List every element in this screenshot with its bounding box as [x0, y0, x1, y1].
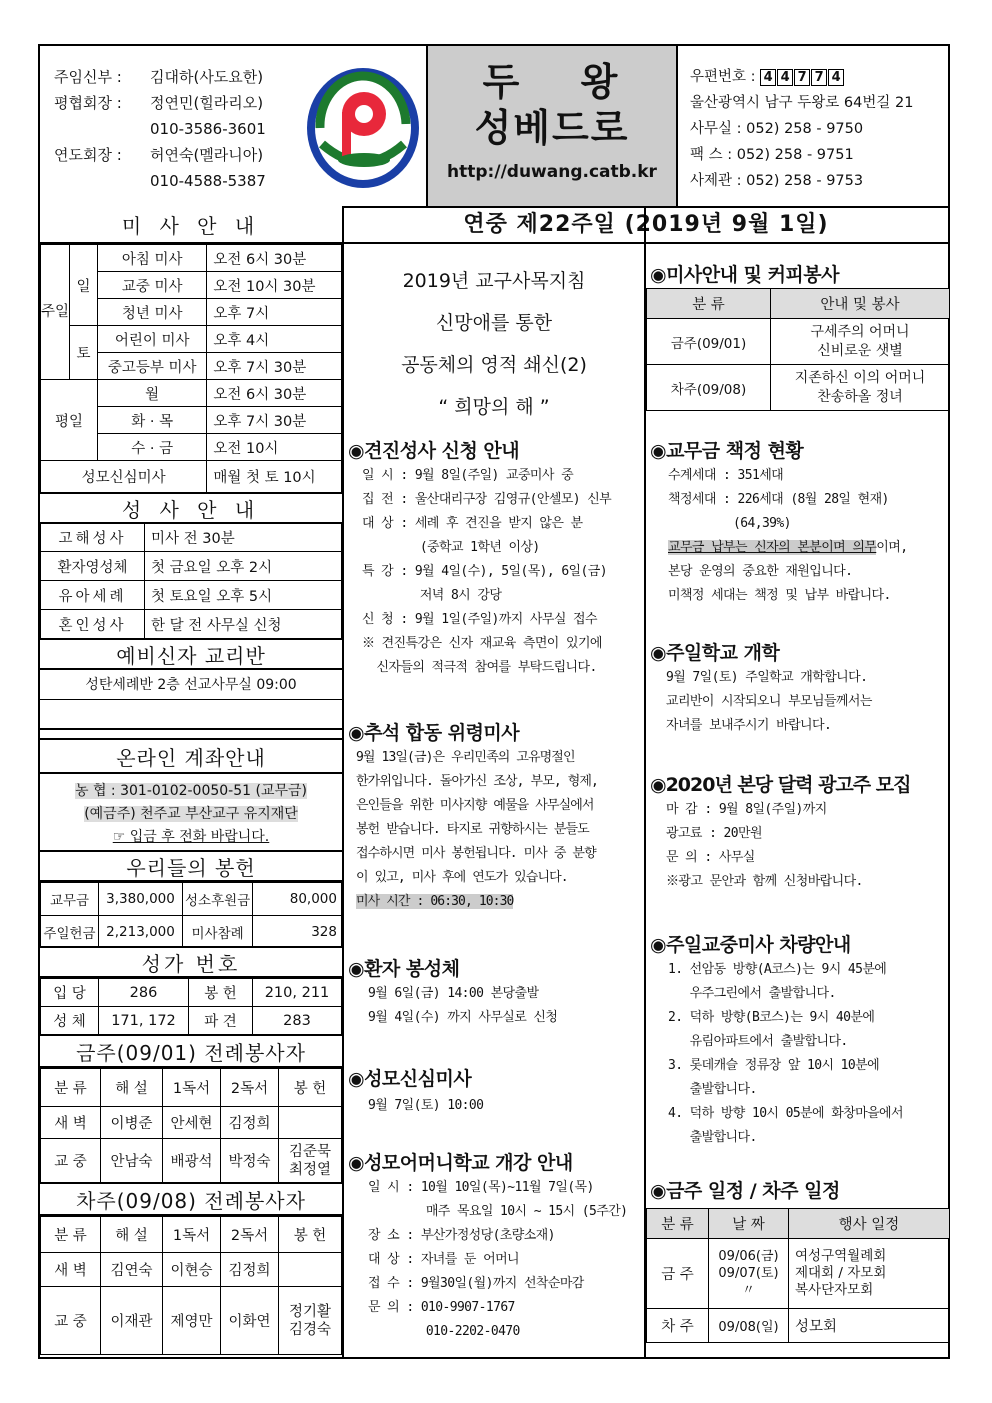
- hymn-key: 파 견: [189, 1007, 253, 1035]
- address: 울산광역시 남구 두왕로 64번길 21: [690, 95, 914, 111]
- marian-body: [368, 1094, 483, 1118]
- body-line: 책정세대 : 226세대 (8월 28일 현재): [668, 492, 889, 507]
- mass-name: 청년 미사: [98, 299, 207, 326]
- schedule-date: 09/08(일): [709, 1309, 789, 1343]
- hymns-title: 성가 번호: [40, 946, 342, 978]
- body-line: 특 강 : 9월 4일(수), 5일(목), 6일(금): [362, 564, 607, 579]
- coffee-table: [646, 288, 950, 411]
- servers-cell: [279, 1139, 342, 1183]
- sacrament-time: 첫 토요일 오후 5시: [145, 581, 342, 610]
- fax-number: 팩 스 : 052) 258 - 9751: [690, 147, 854, 163]
- servers-head: 1독서: [163, 1069, 221, 1107]
- offering-key: 주일헌금: [41, 916, 99, 949]
- servers-cell: 김정희: [221, 1107, 279, 1139]
- servers-name: 최정열: [288, 1161, 332, 1178]
- weekday-label: 평일: [41, 380, 98, 461]
- pastoral-line1: 2019년 교구사목지침: [402, 270, 586, 292]
- body-line: 문 의 : 010-9907-1767: [368, 1300, 515, 1315]
- body-line: ※광고 문안과 함께 신청바랍니다.: [666, 874, 863, 889]
- body-line: 자녀를 보내주시기 바랍니다.: [666, 718, 832, 733]
- pastoral-guideline: [344, 260, 644, 428]
- mass-name: 교중 미사: [98, 272, 207, 299]
- account-box: [40, 774, 342, 852]
- offering-table: [40, 882, 342, 949]
- body-line: 장 소 : 부산가정성당(초량소재): [368, 1228, 555, 1243]
- coffee-group: 찬송하올 정녀: [817, 388, 903, 405]
- body-line: 집 전 : 울산대리구장 김영규(안셀모) 신부: [362, 492, 612, 507]
- coffee-title: ◉미사안내 및 커피봉사: [650, 264, 839, 286]
- servers-cell: [279, 1107, 342, 1139]
- mass-title: 미 사 안 내: [40, 206, 342, 244]
- schedule-head: 행사 일정: [789, 1209, 950, 1239]
- mother-school-title: ◉성모어머니학교 개강 안내: [348, 1152, 573, 1174]
- servers-cell: 안남숙: [101, 1139, 163, 1183]
- hymn-value: 210, 211: [253, 979, 342, 1007]
- coffee-week: 금주(09/01): [647, 319, 771, 365]
- assoc-phone: 010-4588-5387: [150, 172, 266, 190]
- mass-time: 오후 4시: [207, 326, 342, 353]
- body-line: ※ 견진특강은 신자 재교육 측면이 있기에: [362, 636, 602, 651]
- sunday-day-label: 일: [70, 245, 98, 326]
- offering-title: 우리들의 봉헌: [40, 850, 342, 882]
- contact-info: [690, 64, 913, 194]
- servers-head: 분 류: [41, 1069, 101, 1107]
- servers-head: 봉 헌: [279, 1069, 342, 1107]
- offering-value: 328: [253, 916, 342, 949]
- body-line: 출발합니다.: [668, 1082, 757, 1097]
- body-line: 은인들을 위한 미사지향 예물을 사무실에서: [356, 798, 594, 813]
- servers-head: 해 설: [101, 1217, 163, 1253]
- schedule-head: 분 류: [647, 1209, 709, 1239]
- hymn-key: 성 체: [41, 1007, 99, 1035]
- body-line: 일 시 : 10월 10일(목)~11월 7일(목): [368, 1180, 594, 1195]
- servers-cell: [279, 1253, 342, 1287]
- servers-cell: 박정숙: [221, 1139, 279, 1183]
- zip-code: [760, 69, 845, 85]
- coffee-week: 차주(09/08): [647, 365, 771, 411]
- coffee-group: 구세주의 어머니: [810, 323, 910, 340]
- mass-time: 오전 10시 30분: [207, 272, 342, 299]
- body-line: 본당 운영의 중요한 재원입니다.: [668, 564, 853, 579]
- offering-value: 80,000: [253, 883, 342, 916]
- heart-mass-time: 매월 첫 토 10시: [207, 461, 342, 493]
- saturday-label: 토: [70, 326, 98, 380]
- servers-next-title: 차주(09/08) 전례봉사자: [40, 1182, 342, 1216]
- body-line: 010-2202-0470: [368, 1324, 520, 1339]
- coffee-cell: [771, 319, 950, 365]
- body-line: (64,39%): [668, 516, 791, 531]
- parish-title-line1: 두 왕: [482, 59, 622, 104]
- left-column: [40, 208, 344, 1359]
- empty-row: [40, 700, 342, 730]
- mass-name: 아침 미사: [98, 245, 207, 272]
- patient-body: [368, 982, 557, 1030]
- zip-digit: 4: [777, 69, 793, 86]
- pastoral-line3: 공동체의 영적 쇄신(2): [401, 354, 587, 376]
- sunday-school-body: [666, 666, 872, 738]
- staff-info: [54, 64, 266, 194]
- title-box: [426, 46, 678, 206]
- pastoral-line4: “ 희망의 해 ”: [438, 396, 550, 418]
- hymn-value: 286: [99, 979, 189, 1007]
- servers-cell: 이재관: [101, 1287, 163, 1355]
- servers-cell: 배광석: [163, 1139, 221, 1183]
- sacrament-title: 성 사 안 내: [40, 492, 342, 524]
- schedule-title: ◉금주 일정 / 차주 일정: [650, 1180, 840, 1202]
- calendar-ad-body: [666, 798, 863, 894]
- body-line: 교리반이 시작되오니 부모님들께서는: [666, 694, 872, 709]
- sacrament-table: [40, 522, 342, 639]
- coffee-head: 안내 및 봉사: [771, 289, 950, 319]
- body-line: 미책정 세대는 책정 및 납부 바랍니다.: [668, 588, 891, 603]
- catechumen-title: 예비신자 교리반: [40, 638, 342, 670]
- account-line1: 농 협 : 301-0102-0050-51 (교무금): [74, 783, 307, 799]
- mass-name: 화 · 목: [98, 407, 207, 434]
- body-line: 1. 선암동 방향(A코스)는 9시 45분에: [668, 962, 887, 977]
- servers-next-table: [40, 1216, 342, 1355]
- servers-cell: 제영만: [163, 1287, 221, 1355]
- bus-body: [668, 958, 903, 1150]
- council-phone: 010-3586-3601: [150, 120, 266, 138]
- council-label: 평협회장 :: [54, 94, 122, 112]
- heart-mass-name: 성모신심미사: [41, 461, 207, 493]
- header: [40, 46, 948, 208]
- sacrament-name: 환자영성체: [41, 552, 145, 581]
- mass-table: [40, 244, 342, 493]
- mass-name: 수 · 금: [98, 434, 207, 461]
- schedule-date: 〃: [741, 1283, 755, 1298]
- servers-cell: 김연숙: [101, 1253, 163, 1287]
- account-line2: (예금주) 천주교 부산교구 유지재단: [84, 806, 298, 822]
- body-line: 접수하시면 미사 봉헌됩니다. 미사 중 분향: [356, 846, 596, 861]
- servers-cell: 새 벽: [41, 1107, 101, 1139]
- body-line: 대 상 : 자녀를 둔 어머니: [368, 1252, 519, 1267]
- pastor-label: 주임신부 :: [54, 68, 122, 86]
- rectory-phone: 사제관 : 052) 258 - 9753: [690, 173, 864, 189]
- sacrament-time: 미사 전 30분: [145, 523, 342, 552]
- body-line: 우주그린에서 출발합니다.: [668, 986, 836, 1001]
- body-line: 9월 7일(토) 주일학교 개학합니다.: [666, 670, 868, 685]
- servers-cell: 교 중: [41, 1287, 101, 1355]
- servers-name: 김준묵: [288, 1143, 332, 1160]
- servers-name: 정기활: [288, 1303, 332, 1320]
- coffee-head: 분 류: [647, 289, 771, 319]
- body-line: 출발합니다.: [668, 1130, 757, 1145]
- chuseok-mass-time: 미사 시간 : 06:30, 10:30: [356, 894, 514, 909]
- body-line: 이며,: [876, 540, 908, 555]
- mass-time: 오전 6시 30분: [207, 245, 342, 272]
- mass-name: 어린이 미사: [98, 326, 207, 353]
- zip-digit: 7: [794, 69, 810, 86]
- patient-title: ◉환자 봉성체: [348, 958, 460, 980]
- assoc-name: 허연숙(멜라니아): [150, 146, 264, 164]
- body-line: 광고료 : 20만원: [666, 826, 762, 841]
- coffee-cell: [771, 365, 950, 411]
- date-bar: 연중 제22주일 (2019년 9월 1일): [344, 208, 948, 244]
- council-name: 정연민(힐라리오): [150, 94, 264, 112]
- body-line: 9월 7일(토) 10:00: [368, 1098, 484, 1113]
- right-column: [646, 208, 948, 1359]
- mass-name: 월: [98, 380, 207, 407]
- servers-head: 1독서: [163, 1217, 221, 1253]
- schedule-table: [646, 1208, 950, 1343]
- servers-this-table: [40, 1068, 342, 1183]
- offering-key: 성소후원금: [183, 883, 253, 916]
- servers-name: 김경숙: [288, 1321, 332, 1338]
- servers-cell: 이현승: [163, 1253, 221, 1287]
- schedule-date: 09/07(토): [718, 1266, 779, 1281]
- zip-digit: 7: [811, 69, 827, 86]
- servers-cell: [279, 1287, 342, 1355]
- assoc-label: 연도회장 :: [54, 146, 122, 164]
- body-line: 9월 6일(금) 14:00 본당출발: [368, 986, 539, 1001]
- servers-head: 해 설: [101, 1069, 163, 1107]
- body-line: 매주 목요일 10시 ~ 15시 (5주간): [368, 1204, 628, 1219]
- sunday-school-title: ◉주일학교 개학: [650, 642, 780, 664]
- confirmation-title: ◉견진성사 신청 안내: [348, 440, 520, 462]
- schedule-event: 복사단자모회: [795, 1282, 874, 1298]
- schedule-week: 차 주: [647, 1309, 709, 1343]
- chuseok-body: [356, 746, 598, 914]
- body-line: 2. 덕하 방향(B코스)는 9시 40분에: [668, 1010, 875, 1025]
- body-line: 한가위입니다. 돌아가신 조상, 부모, 형제,: [356, 774, 598, 789]
- bulletin-page: [38, 44, 950, 1359]
- middle-column: [344, 208, 646, 1359]
- account-title: 온라인 계좌안내: [40, 738, 342, 774]
- servers-head: 2독서: [221, 1217, 279, 1253]
- calendar-ad-title: ◉2020년 본당 달력 광고주 모집: [650, 774, 911, 796]
- hymn-key: 입 당: [41, 979, 99, 1007]
- offering-value: 2,213,000: [99, 916, 183, 949]
- mass-time: 오전 6시 30분: [207, 380, 342, 407]
- parish-url[interactable]: http://duwang.catb.kr: [447, 162, 657, 182]
- schedule-head: 날 짜: [709, 1209, 789, 1239]
- catechumen-line: 성탄세례반 2층 선교사무실 09:00: [40, 670, 342, 700]
- body-line: 대 상 : 세례 후 견진을 받지 않은 분: [362, 516, 583, 531]
- dues-body: [668, 464, 907, 608]
- hymn-value: 171, 172: [99, 1007, 189, 1035]
- parish-logo-icon: [302, 64, 424, 192]
- servers-this-title: 금주(09/01) 전례봉사자: [40, 1034, 342, 1068]
- body-line: 일 시 : 9월 8일(주일) 교중미사 중: [362, 468, 574, 483]
- body-line: 저녁 8시 강당: [362, 588, 502, 603]
- servers-cell: 김정희: [221, 1253, 279, 1287]
- office-phone: 사무실 : 052) 258 - 9750: [690, 121, 864, 137]
- body-line: (중학교 1학년 이상): [362, 540, 540, 555]
- sacrament-time: 첫 금요일 오후 2시: [145, 552, 342, 581]
- body-line: 9월 4일(수) 까지 사무실로 신청: [368, 1010, 558, 1025]
- schedule-event: 제대회 / 자모회: [795, 1265, 887, 1281]
- pastor-name: 김대하(사도요한): [150, 68, 264, 86]
- body-line: 3. 롯데캐슬 정류장 앞 10시 10분에: [668, 1058, 880, 1073]
- mass-time: 오후 7시 30분: [207, 407, 342, 434]
- servers-cell: 이병준: [101, 1107, 163, 1139]
- offering-key: 교무금: [41, 883, 99, 916]
- coffee-group: 지존하신 이의 어머니: [794, 369, 926, 386]
- hymns-table: [40, 978, 342, 1035]
- schedule-event: 여성구역월례회: [795, 1248, 887, 1264]
- mass-time: 오후 7시: [207, 299, 342, 326]
- pastoral-line2: 신망애를 통한: [435, 312, 553, 334]
- mass-time: 오전 10시: [207, 434, 342, 461]
- body-line: 4. 덕하 방향 10시 05분에 화창마을에서: [668, 1106, 903, 1121]
- body-line: 접 수 : 9월30일(월)까지 선착순마감: [368, 1276, 584, 1291]
- confirmation-body: [362, 464, 611, 680]
- offering-value: 3,380,000: [99, 883, 183, 916]
- parish-title-line2: 성베드로: [474, 105, 630, 150]
- zip-label: 우편번호 :: [690, 69, 756, 85]
- sacrament-name: 혼인성사: [41, 610, 145, 639]
- account-line3: ☞ 입금 후 전화 바랍니다.: [112, 829, 270, 845]
- servers-cell: 이화연: [221, 1287, 279, 1355]
- sacrament-name: 고해성사: [41, 523, 145, 552]
- body-line: 신자들의 적극적 참여를 부탁드립니다.: [362, 660, 597, 675]
- mother-school-body: [368, 1176, 627, 1344]
- chuseok-title: ◉추석 합동 위령미사: [348, 722, 520, 744]
- body-line: 이 있고, 미사 후에 연도가 있습니다.: [356, 870, 568, 885]
- body-line: 9월 13일(금)은 우리민족의 고유명절인: [356, 750, 575, 765]
- servers-head: 봉 헌: [279, 1217, 342, 1253]
- sacrament-time: 한 달 전 사무실 신청: [145, 610, 342, 639]
- body-line: 마 감 : 9월 8일(주일)까지: [666, 802, 827, 817]
- schedule-dates: [709, 1239, 789, 1309]
- body-line: 봉헌 받습니다. 타지로 귀향하시는 분들도: [356, 822, 589, 837]
- schedule-events: [789, 1239, 950, 1309]
- marian-title: ◉성모신심미사: [348, 1068, 472, 1090]
- body-line: 문 의 : 사무실: [666, 850, 755, 865]
- servers-cell: 안세현: [163, 1107, 221, 1139]
- offering-key: 미사참례: [183, 916, 253, 949]
- servers-head: 분 류: [41, 1217, 101, 1253]
- zip-digit: 4: [828, 69, 844, 86]
- schedule-event: 성모회: [789, 1309, 950, 1343]
- sunday-label: 주일: [41, 245, 70, 380]
- body-line: 유림아파트에서 출발합니다.: [668, 1034, 848, 1049]
- servers-cell: 새 벽: [41, 1253, 101, 1287]
- servers-head: 2독서: [221, 1069, 279, 1107]
- sacrament-name: 유아세례: [41, 581, 145, 610]
- zip-digit: 4: [760, 69, 776, 86]
- schedule-week: 금 주: [647, 1239, 709, 1309]
- body-line: 신 청 : 9월 1일(주일)까지 사무실 접수: [362, 612, 597, 627]
- servers-cell: 교 중: [41, 1139, 101, 1183]
- mass-time: 오후 7시 30분: [207, 353, 342, 380]
- schedule-date: 09/06(금): [718, 1249, 779, 1264]
- mass-name: 중고등부 미사: [98, 353, 207, 380]
- hymn-key: 봉 헌: [189, 979, 253, 1007]
- dues-title: ◉교무금 책정 현황: [650, 440, 804, 462]
- coffee-group: 신비로운 샛별: [817, 342, 903, 359]
- dues-highlight: 교무금 납부는 신자의 본분이며 의무: [668, 540, 877, 555]
- body-line: 수계세대 : 351세대: [668, 468, 784, 483]
- hymn-value: 283: [253, 1007, 342, 1035]
- bus-title: ◉주일교중미사 차량안내: [650, 934, 851, 956]
